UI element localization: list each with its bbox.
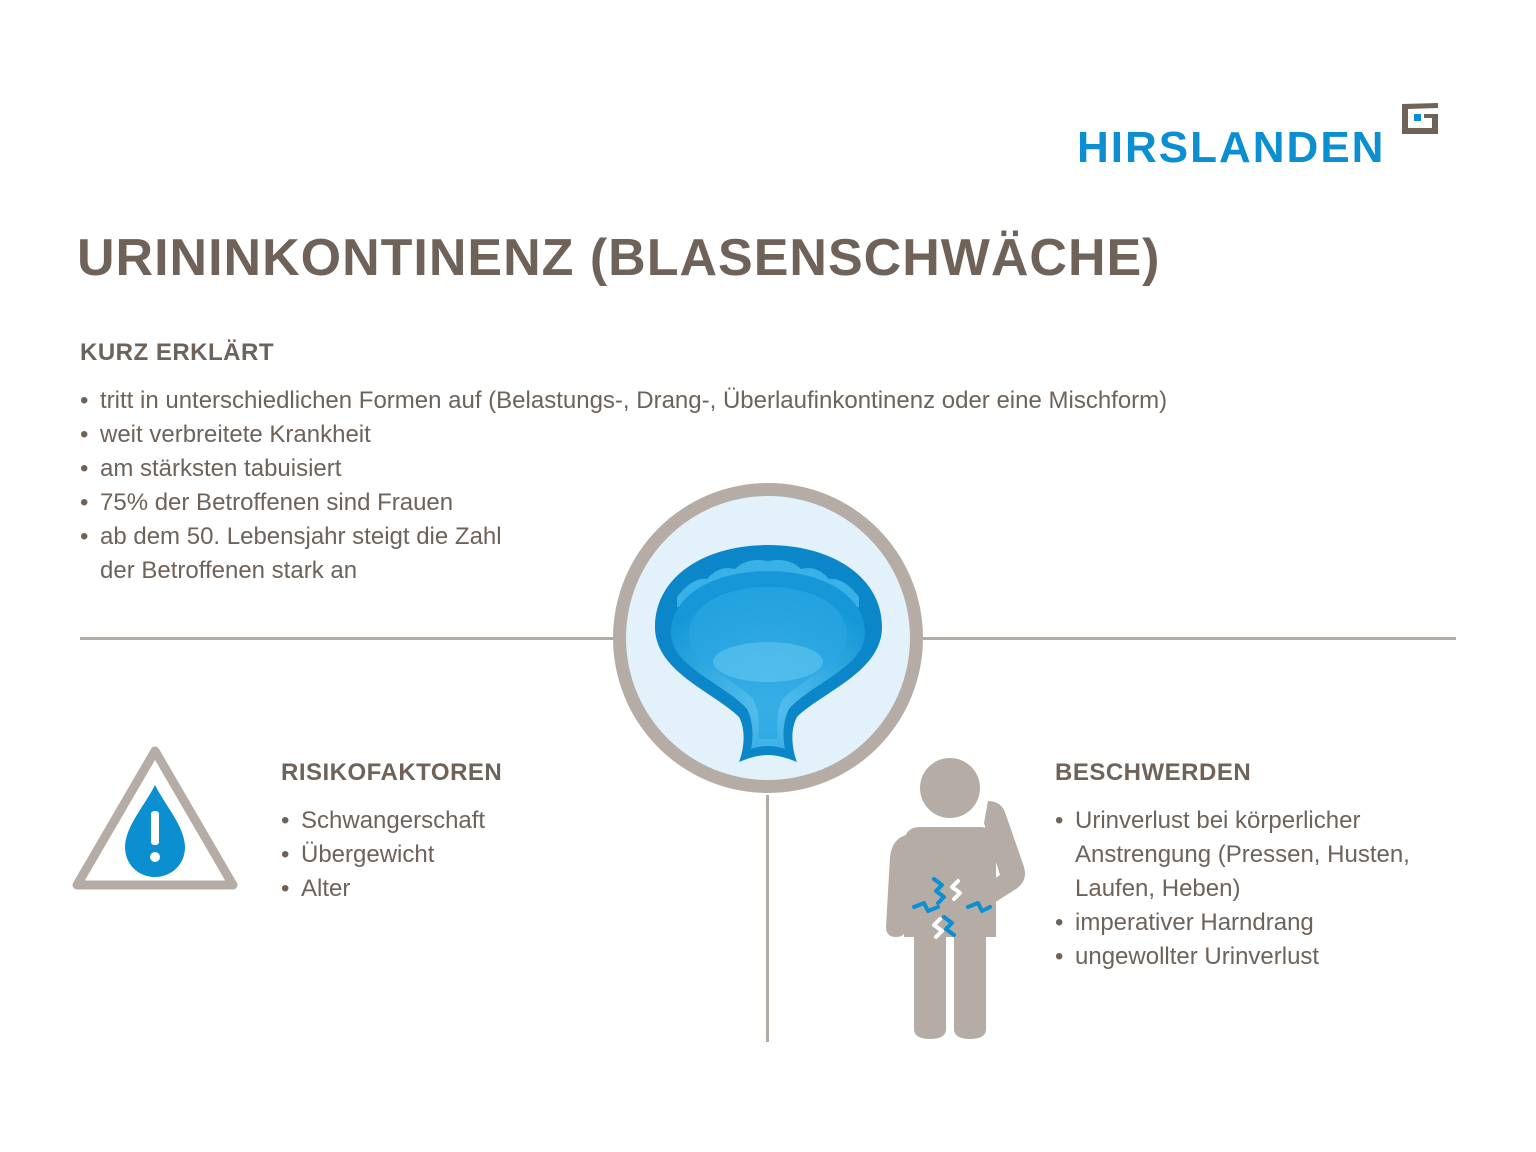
risikofaktoren-list (281, 804, 601, 906)
warning-drop-icon (70, 745, 240, 893)
list-item: • weit verbreitete Krankheit (80, 418, 1400, 452)
beschwerden-heading: BESCHWERDEN (1055, 759, 1252, 786)
list-item: • ab dem 50. Lebensjahr steigt die Zahl der Betroffenen stark an (80, 520, 540, 588)
divider-left (80, 637, 615, 640)
person-pain-icon (884, 757, 1026, 1042)
list-item: • imperativer Harndrang (1055, 906, 1455, 940)
list-item: • Übergewicht (281, 838, 601, 872)
list-item: • 75% der Betroffenen sind Frauen (80, 486, 1400, 520)
divider-right (922, 637, 1456, 640)
bladder-icon (607, 477, 929, 799)
list-item: • Schwangerschaft (281, 804, 601, 838)
list-item: • am stärksten tabuisiert (80, 452, 1400, 486)
kurz-erklaert-heading: KURZ ERKLÄRT (80, 339, 274, 366)
beschwerden-list (1055, 804, 1455, 974)
page-title: URININKONTINENZ (BLASENSCHWÄCHE) (77, 229, 1161, 287)
divider-vertical (766, 795, 769, 1042)
brand-logo-text: HIRSLANDEN (1077, 123, 1386, 172)
risikofaktoren-heading: RISIKOFAKTOREN (281, 759, 503, 786)
list-item: • tritt in unterschiedlichen Formen auf (Belastungs-, Drang-, Überlaufinkontinenz oder eine Mischform) (80, 384, 1400, 418)
list-item: • Urinverlust bei körperlicher Anstrengung (Pressen, Husten, Laufen, Heben) (1055, 804, 1455, 906)
hirslanden-logo-mark-icon (1398, 100, 1442, 138)
list-item: • Alter (281, 872, 601, 906)
list-item: • ungewollter Urinverlust (1055, 940, 1455, 974)
